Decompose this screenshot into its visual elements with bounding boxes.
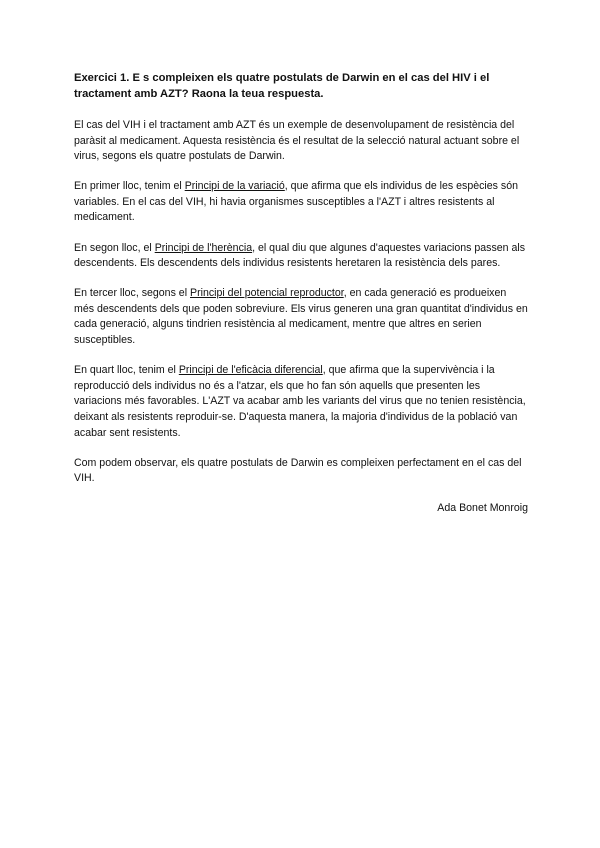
- paragraph-text: En quart lloc, tenim el: [74, 364, 179, 377]
- exercise-title: Exercici 1. E s compleixen els quatre postulats de Darwin en el cas del HIV i el tractament amb AZT? Raona la teua respuesta.: [74, 72, 490, 100]
- intro-paragraph: El cas del VIH i el tractament amb AZT és un exemple de desenvolupament de resistència del paràsit al medicament. Aquesta resistència és el resultat de la selecció natural actuant sobre el virus, segons els quatre postulats de Darwin.: [74, 119, 520, 163]
- paragraph-differential-efficacy: [74, 363, 528, 441]
- principle-differential-efficacy-term: Principi de l'eficàcia diferencial: [178, 364, 323, 377]
- paragraph-text: , en cada generació es produeixen més descendents dels que poden sobreviure. Els virus generen una gran quantitat d'individus en cada generació, alguns tindrien resistència al medicament, mentre que altres en serien susceptibles.: [74, 287, 528, 347]
- document-page: [74, 70, 528, 517]
- author-signature: Ada Bonet Monroig: [437, 502, 528, 515]
- principle-inheritance-term: Principi de l'herència: [154, 241, 253, 254]
- paragraph-text: , que afirma que la supervivència i la reproducció dels individus no és a l'atzar, els que ho fan són aquells que presenten les variacions més favorables. L'AZT va acabar amb les variants del virus que no tenien resistència, deixant als resistents reproduir-se. D'aquesta manera, la majoria d'individus de la població van acabar sent resistents.: [74, 364, 526, 439]
- paragraph-text: En segon lloc, el: [74, 241, 155, 254]
- paragraph-variation: [74, 179, 528, 226]
- paragraph-text: En primer lloc, tenim el: [74, 180, 185, 193]
- paragraph-text: , el qual diu que algunes d'aquestes variacions passen als descendents. Els descendents dels individus resistents heretaren la resistència dels pares.: [74, 241, 526, 270]
- paragraph-inheritance: [74, 241, 528, 272]
- principle-variation-term: Principi de la variació: [184, 180, 285, 193]
- paragraph-text: , que afirma que els individus de les espècies són variables. En el cas del VIH, hi havia organismes susceptibles a l'AZT i altres resistents al medicament.: [74, 180, 518, 224]
- paragraph-reproductive-potential: [74, 286, 528, 348]
- principle-reproductive-potential-term: Principi del potencial reproductor: [190, 287, 344, 300]
- conclusion-paragraph: Com podem observar, els quatre postulats de Darwin es compleixen perfectament en el cas del VIH.: [74, 456, 522, 485]
- paragraph-text: En tercer lloc, segons el: [74, 287, 190, 300]
